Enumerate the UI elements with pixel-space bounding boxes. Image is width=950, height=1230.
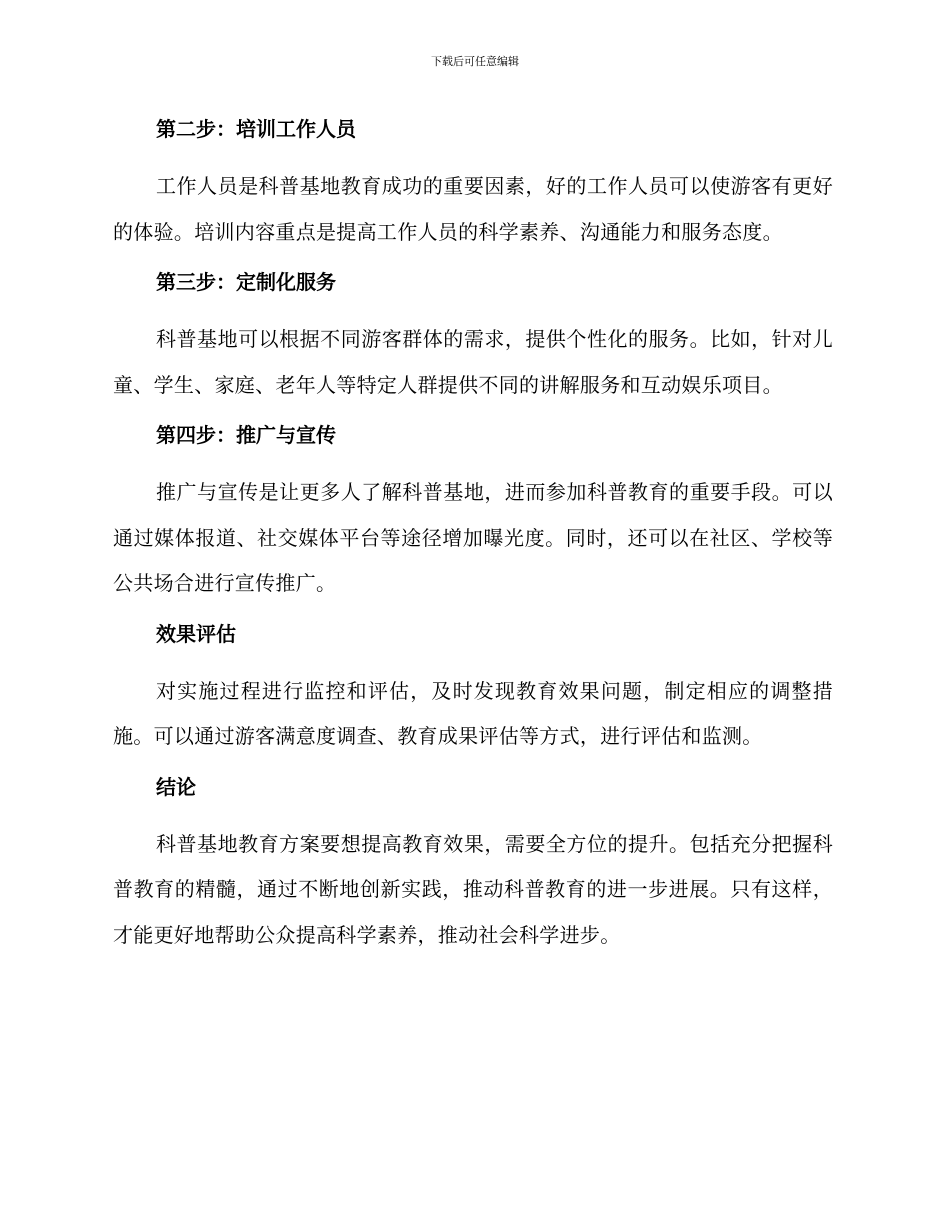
section-paragraph-promotion: 推广与宣传是让更多人了解科普基地，进而参加科普教育的重要手段。可以通过媒体报道、社交媒体平台等途径增加曝光度。同时，还可以在社区、学校等公共场合进行宣传推广。 <box>113 480 833 595</box>
section-heading-customized-service: 第三步：定制化服务 <box>156 270 336 294</box>
document-body <box>113 112 833 958</box>
section-paragraph-conclusion: 科普基地教育方案要想提高教育效果，需要全方位的提升。包括充分把握科普教育的精髓，通过不断地创新实践，推动科普教育的进一步进展。只有这样，才能更好地帮助公众提高科学素养，推动社会科学进步。 <box>113 831 833 947</box>
section-heading-promotion: 第四步：推广与宣传 <box>156 423 336 447</box>
section-heading-training: 第二步：培训工作人员 <box>156 117 356 141</box>
section-paragraph-customized-service: 科普基地可以根据不同游客群体的需求，提供个性化的服务。比如，针对儿童、学生、家庭、老年人等特定人群提供不同的讲解服务和互动娱乐项目。 <box>113 327 833 397</box>
section-paragraph-training: 工作人员是科普基地教育成功的重要因素，好的工作人员可以使游客有更好的体验。培训内容重点是提高工作人员的科学素养、沟通能力和服务态度。 <box>113 174 833 244</box>
page-header: 下载后可任意编辑 <box>431 55 519 68</box>
section-heading-evaluation: 效果评估 <box>156 621 236 646</box>
section-paragraph-evaluation: 对实施过程进行监控和评估，及时发现教育效果问题，制定相应的调整措施。可以通过游客满意度调查、教育成果评估等方式，进行评估和监测。 <box>113 678 833 748</box>
section-heading-conclusion: 结论 <box>156 774 196 799</box>
